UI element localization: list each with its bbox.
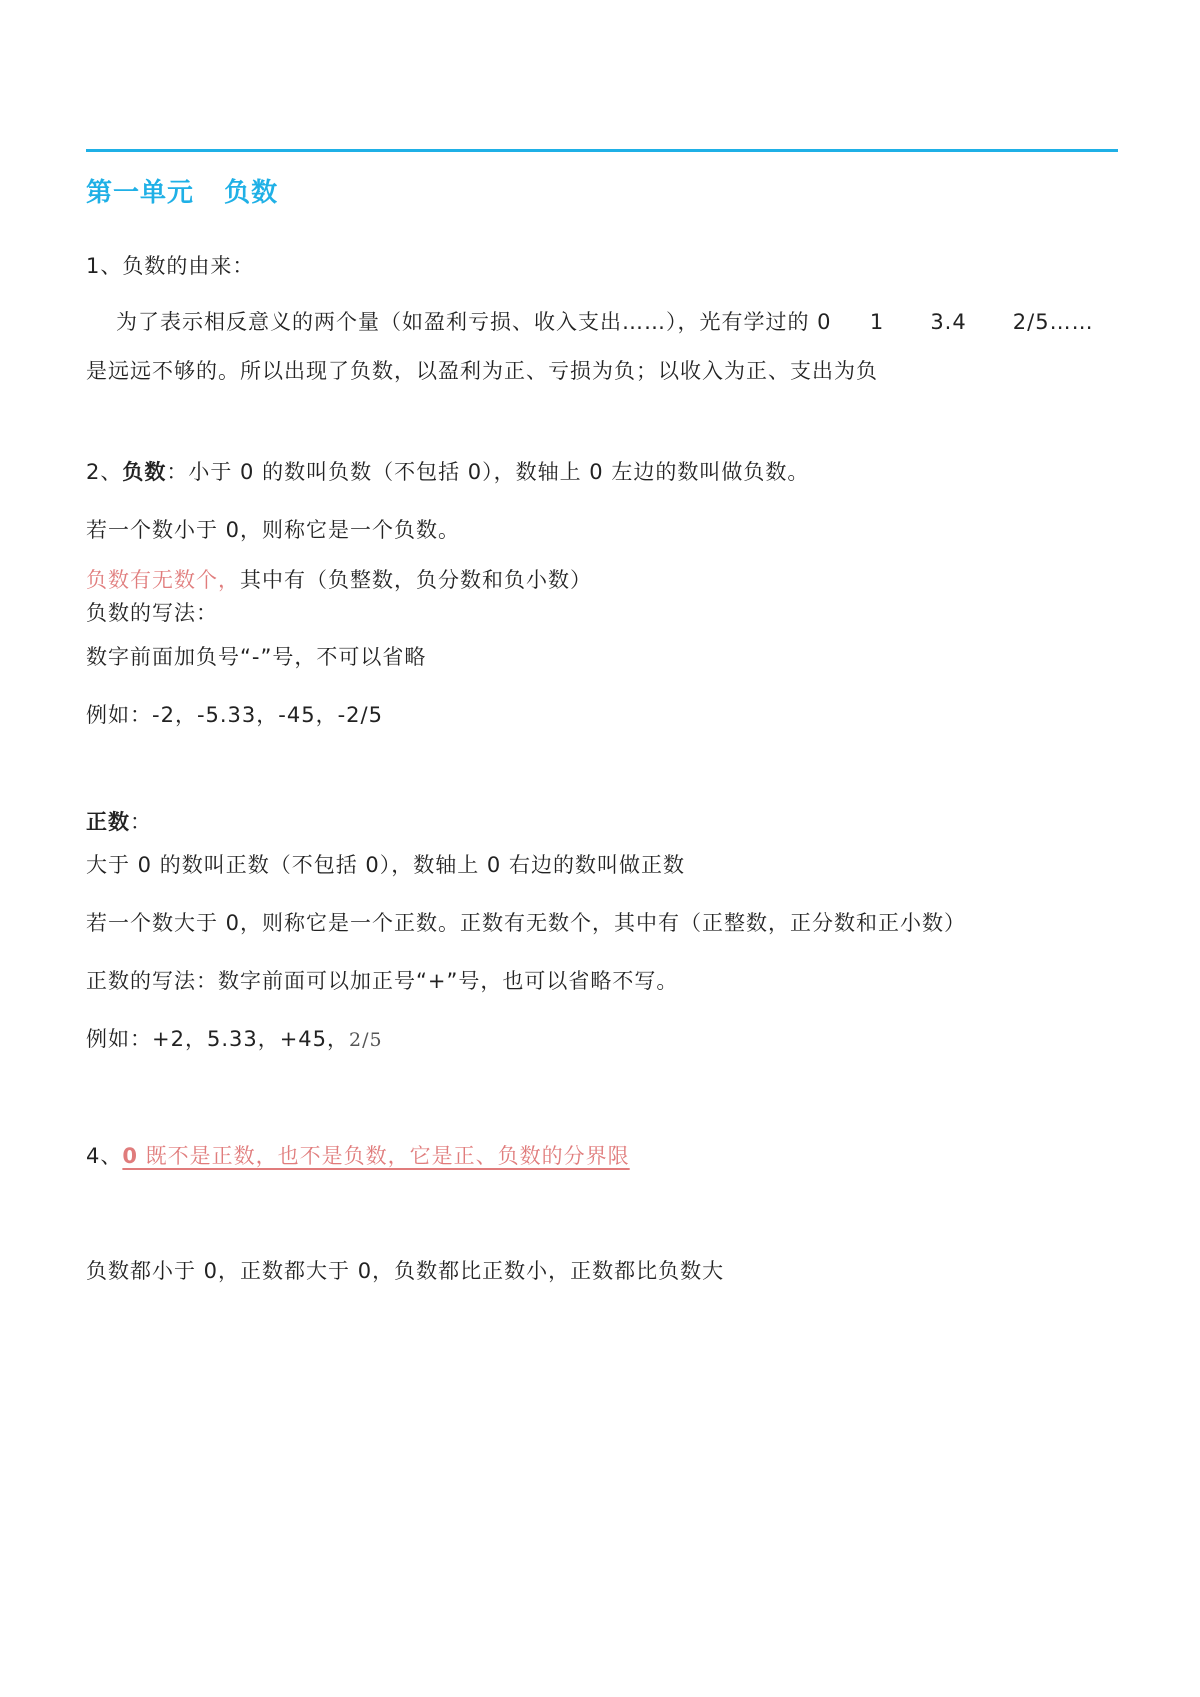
negative-writing-heading: 负数的写法： [86, 601, 218, 625]
section4-number: 4、 [86, 1144, 123, 1168]
positive-example-fraction: 2/5 [349, 1029, 383, 1051]
section1-heading: 1、负数的由来： [86, 254, 255, 278]
positive-example [86, 1025, 383, 1054]
negative-infinite-line [86, 566, 592, 594]
section4-zero: 0 [122, 1144, 138, 1168]
section4-line [86, 1142, 630, 1170]
negative-example: 例如：-2，-5.33，-45，-2/5 [86, 703, 383, 727]
positive-heading [86, 808, 152, 836]
negative-infinite-detail: 其中有（负整数，负分数和负小数） [240, 568, 592, 592]
title-rule [86, 149, 1118, 152]
positive-colon: ： [130, 810, 152, 834]
section1-para-line1: 为了表示相反意义的两个量（如盈利亏损、收入支出……），光有学过的 0 1 3.4 2/5…… [116, 310, 1094, 334]
negative-writing-rule: 数字前面加负号“-”号，不可以省略 [86, 645, 427, 669]
section1-para-line2: 是远远不够的。所以出现了负数，以盈利为正、亏损为负；以收入为正、支出为负 [86, 359, 878, 383]
section2-definition [86, 458, 809, 486]
section2-number: 2、 [86, 460, 123, 484]
section4-text: 既不是正数，也不是负数，它是正、负数的分界限 [138, 1144, 630, 1168]
negative-less-than-zero: 若一个数小于 0，则称它是一个负数。 [86, 518, 461, 542]
negative-definition: ：小于 0 的数叫负数（不包括 0），数轴上 0 左边的数叫做负数。 [166, 460, 810, 484]
summary-line: 负数都小于 0，正数都大于 0，负数都比正数小，正数都比负数大 [86, 1259, 725, 1283]
positive-example-prefix: 例如：+2，5.33，+45， [86, 1027, 350, 1051]
positive-term: 正数 [86, 810, 130, 834]
positive-definition: 大于 0 的数叫正数（不包括 0），数轴上 0 右边的数叫做正数 [86, 853, 685, 877]
positive-writing: 正数的写法：数字前面可以加正号“+”号，也可以省略不写。 [86, 969, 679, 993]
negative-infinite-highlight: 负数有无数个， [86, 568, 240, 592]
negative-term: 负数 [122, 460, 167, 484]
unit-title: 第一单元 负数 [86, 178, 279, 208]
positive-greater-than-zero: 若一个数大于 0，则称它是一个正数。正数有无数个，其中有（正整数，正分数和正小数） [86, 911, 967, 935]
